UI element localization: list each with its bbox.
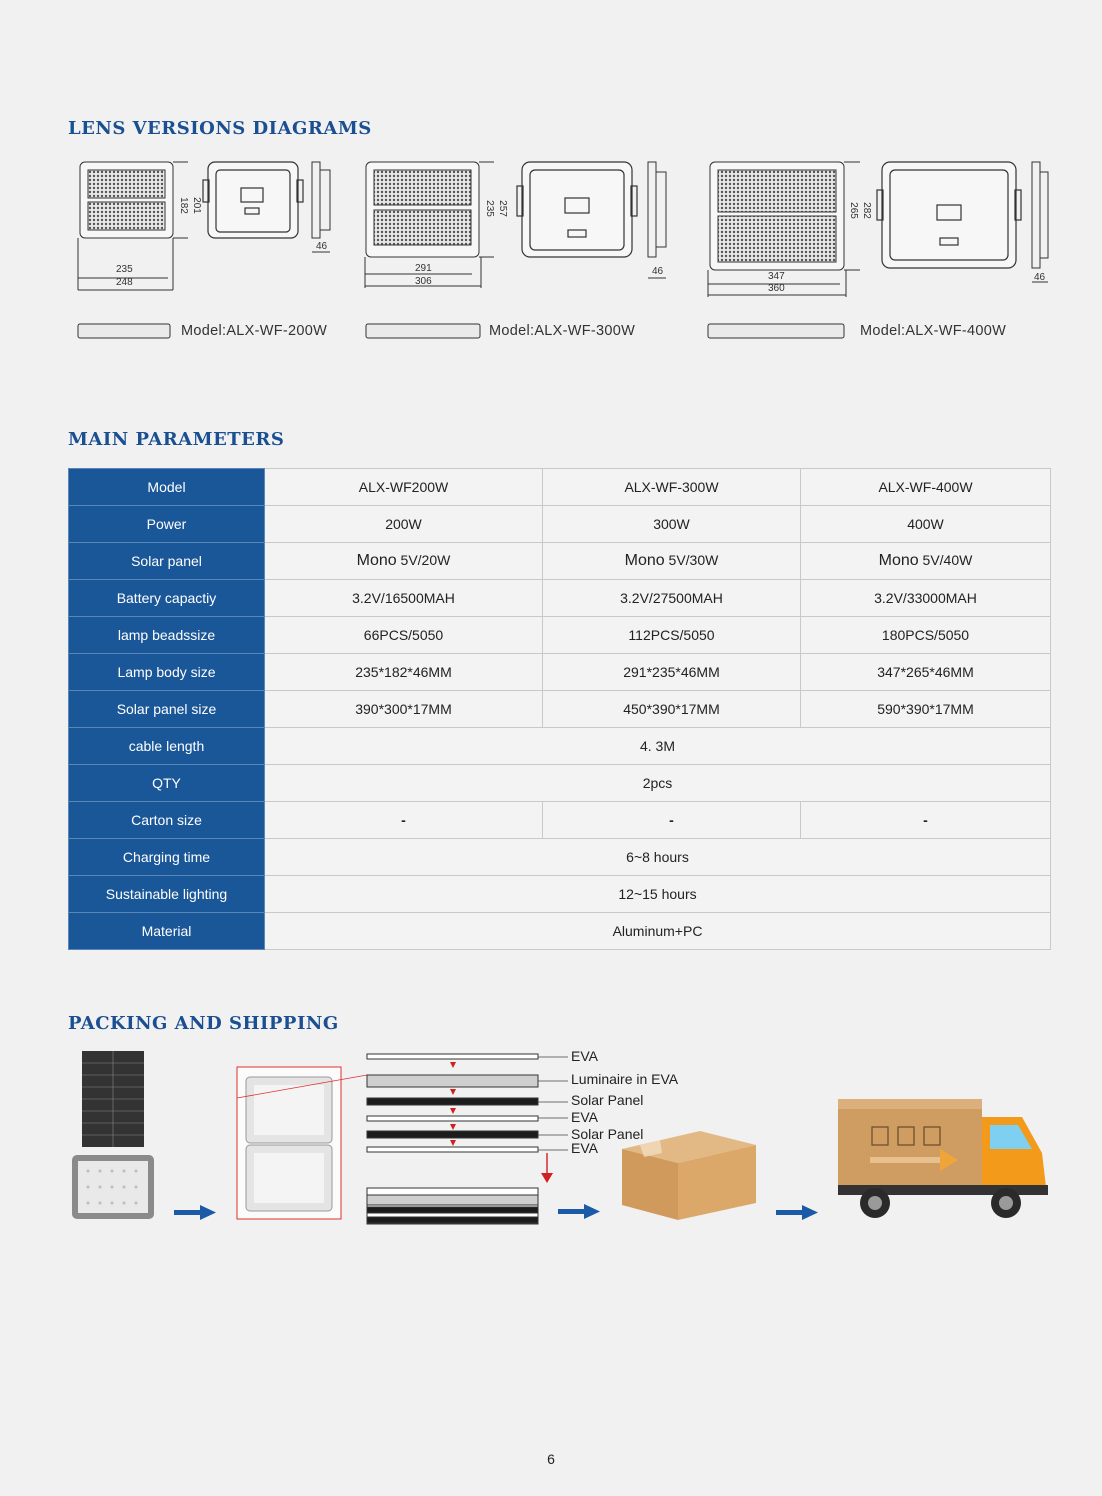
layer-pointers (538, 1057, 568, 1150)
dim-300w-h1: 257 (496, 200, 508, 217)
row-label: Charging time (69, 839, 265, 876)
luminaire-in-eva-image (237, 1067, 367, 1219)
model-caption-400w: Model:ALX-WF-400W (860, 323, 1007, 339)
packing-drawing (60, 1045, 1060, 1235)
cell-value: 5V/40W (922, 552, 973, 568)
cell: 180PCS/5050 (801, 617, 1051, 654)
cell: ALX-WF-300W (543, 469, 801, 506)
dim-400w-d1: 347 (768, 271, 785, 282)
cell: 12~15 hours (265, 876, 1051, 913)
arrow-right-icon (174, 1205, 216, 1220)
dim-300w-h2: 235 (483, 200, 495, 217)
layer-label: Solar Panel (571, 1126, 644, 1142)
layer-label: EVA (571, 1048, 598, 1064)
layer-label: EVA (571, 1140, 598, 1156)
cell: 3.2V/16500MAH (265, 580, 543, 617)
dim-400w-depth: 46 (1034, 272, 1046, 283)
dim-200w-d2: 248 (116, 277, 133, 288)
row-label: Power (69, 506, 265, 543)
dim-200w-h2: 182 (177, 197, 189, 214)
arrow-right-icon (558, 1204, 600, 1219)
layer-stack (367, 1054, 538, 1224)
cell: 3.2V/27500MAH (543, 580, 801, 617)
delivery-truck-image (838, 1099, 1048, 1218)
lens-diagrams-drawing (60, 150, 1060, 350)
diagram-200w-back (203, 162, 303, 238)
diagram-200w-front (78, 162, 188, 290)
diagram-200w-side (312, 162, 330, 252)
table-row-carton (69, 802, 1051, 839)
cell: 390*300*17MM (265, 691, 543, 728)
table-row-model (69, 469, 1051, 506)
cell: ALX-WF200W (265, 469, 543, 506)
dim-200w-d1: 235 (116, 264, 133, 275)
diagram-300w-side (648, 162, 666, 278)
table-row-material (69, 913, 1051, 950)
model-caption-300w: Model:ALX-WF-300W (489, 323, 636, 339)
layer-label: Solar Panel (571, 1092, 644, 1108)
layer-label: Luminaire in EVA (571, 1071, 679, 1087)
cell-value: 5V/30W (668, 552, 719, 568)
carton-box-image (622, 1131, 756, 1220)
cell (543, 543, 801, 580)
dim-300w-d1: 291 (415, 263, 432, 274)
table-row-solar-panel (69, 543, 1051, 580)
table-row-cable (69, 728, 1051, 765)
page-number: 6 (547, 1451, 555, 1467)
solar-panel-image (82, 1051, 144, 1147)
dim-400w-h2: 265 (847, 202, 859, 219)
cell: 347*265*46MM (801, 654, 1051, 691)
cell: 112PCS/5050 (543, 617, 801, 654)
diagram-300w-back (517, 162, 637, 257)
dim-300w-d2: 306 (415, 276, 432, 287)
table-row-lighting (69, 876, 1051, 913)
cell: - (265, 802, 543, 839)
diagram-400w-side (1032, 162, 1048, 282)
cell: 291*235*46MM (543, 654, 801, 691)
cell: 590*390*17MM (801, 691, 1051, 728)
row-label: Battery capactiy (69, 580, 265, 617)
layer-label: EVA (571, 1109, 598, 1125)
row-label: Solar panel (69, 543, 265, 580)
cell: 235*182*46MM (265, 654, 543, 691)
section-title-packing: PACKING AND SHIPPING (68, 1013, 339, 1034)
row-label: Material (69, 913, 265, 950)
cell (265, 543, 543, 580)
cell: 4. 3M (265, 728, 1051, 765)
table-row-beads (69, 617, 1051, 654)
table-row-battery (69, 580, 1051, 617)
row-label: Sustainable lighting (69, 876, 265, 913)
dim-400w-d2: 360 (768, 283, 785, 294)
floodlight-image (72, 1155, 154, 1219)
table-row-power (69, 506, 1051, 543)
cell: - (543, 802, 801, 839)
cell: 6~8 hours (265, 839, 1051, 876)
cell: 3.2V/33000MAH (801, 580, 1051, 617)
mono-label: Mono (624, 552, 665, 569)
dim-300w-depth: 46 (652, 266, 664, 277)
row-label: cable length (69, 728, 265, 765)
cell: 300W (543, 506, 801, 543)
row-label: Lamp body size (69, 654, 265, 691)
cell: 2pcs (265, 765, 1051, 802)
row-label: QTY (69, 765, 265, 802)
arrow-right-icon (776, 1205, 818, 1220)
table-row-body-size (69, 654, 1051, 691)
cell: - (801, 802, 1051, 839)
table-row-charging (69, 839, 1051, 876)
table-row-qty (69, 765, 1051, 802)
model-caption-200w: Model:ALX-WF-200W (181, 323, 328, 339)
row-label: Carton size (69, 802, 265, 839)
row-label: Solar panel size (69, 691, 265, 728)
row-label: Model (69, 469, 265, 506)
cell: ALX-WF-400W (801, 469, 1051, 506)
section-title-params: MAIN PARAMETERS (68, 429, 285, 450)
cell: 400W (801, 506, 1051, 543)
cell: 450*390*17MM (543, 691, 801, 728)
cell (801, 543, 1051, 580)
cell: 200W (265, 506, 543, 543)
diagram-400w-back (877, 162, 1021, 268)
dim-200w-h1: 201 (190, 197, 202, 214)
cell: 66PCS/5050 (265, 617, 543, 654)
dim-400w-h1: 282 (860, 202, 872, 219)
table-row-panel-size (69, 691, 1051, 728)
row-label: lamp beadssize (69, 617, 265, 654)
section-title-lens: LENS VERSIONS DIAGRAMS (68, 118, 372, 139)
dim-200w-depth: 46 (316, 241, 328, 252)
cell-value: 5V/20W (400, 552, 451, 568)
mono-label: Mono (356, 552, 397, 569)
cell: Aluminum+PC (265, 913, 1051, 950)
parameters-table (68, 468, 1051, 950)
mono-label: Mono (878, 552, 919, 569)
